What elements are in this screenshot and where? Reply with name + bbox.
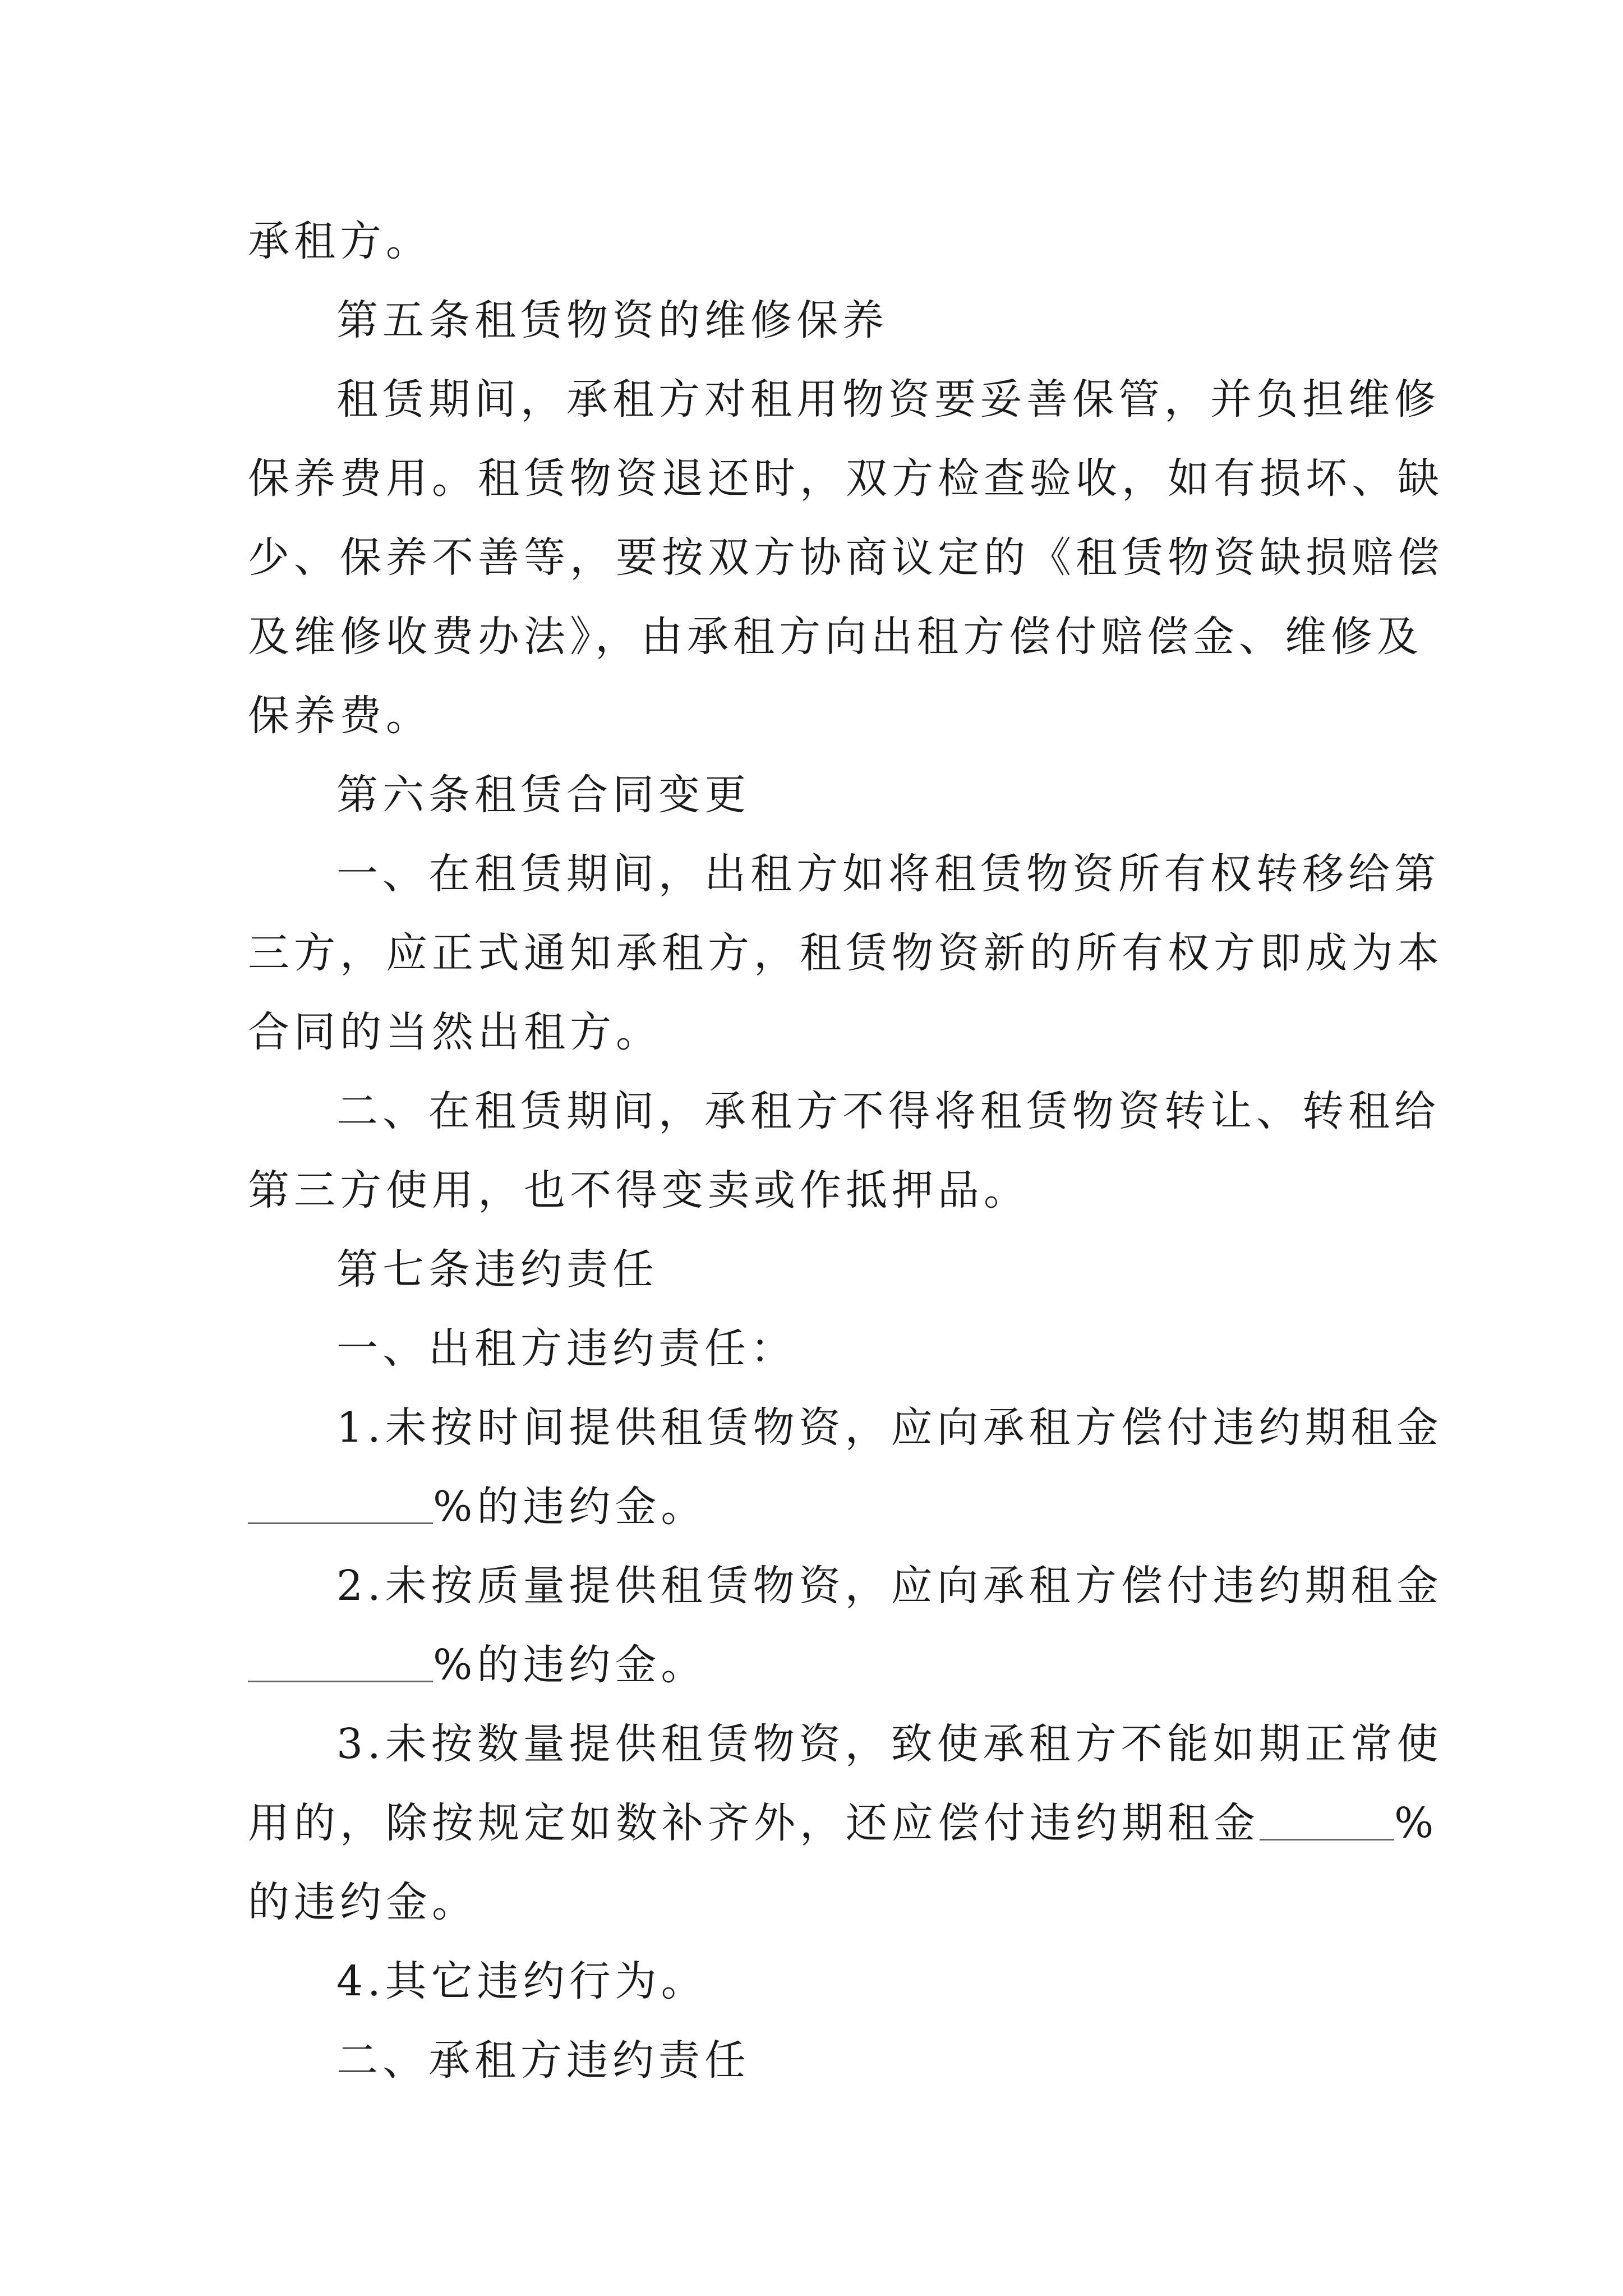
text-line: 2.未按质量提供租赁物资，应向承租方偿付违约期租金 [336, 1562, 1443, 1610]
text-line: 的违约金。 [248, 1878, 478, 1926]
text-line: 三方，应正式通知承租方，租赁物资新的所有权方即成为本 [248, 929, 1444, 977]
section-heading: 第七条违约责任 [336, 1245, 658, 1294]
text-line: 租赁期间，承租方对租用物资要妥善保管，并负担维修 [336, 375, 1440, 424]
fill-in-blank [248, 1646, 433, 1682]
text-line: 3.未按数量提供租赁物资，致使承租方不能如期正常使 [336, 1720, 1443, 1768]
text-line: 合同的当然出租方。 [248, 1008, 662, 1056]
document-body [248, 202, 1444, 2100]
text-line: 二、在租赁期间，承租方不得将租赁物资转让、转租给 [336, 1087, 1440, 1135]
text-line: 4.其它违约行为。 [336, 1957, 707, 2005]
text-line: 一、出租方违约责任： [336, 1324, 796, 1373]
text-line: 1.未按时间提供租赁物资，应向承租方偿付违约期租金 [336, 1404, 1443, 1452]
text-line: 保养费。 [248, 692, 432, 740]
text-line: 及维修收费办法》，由承租方向出租方偿付赔偿金、维修及 [248, 613, 1423, 661]
text-line: 少、保养不善等，要按双方协商议定的《租赁物资缺损赔偿 [248, 533, 1444, 582]
fill-in-blank [1260, 1804, 1394, 1841]
text-line: 第三方使用，也不得变卖或作抵押品。 [248, 1166, 1030, 1214]
text-line: 保养费用。租赁物资退还时，双方检查验收，如有损坏、缺 [248, 454, 1444, 503]
text-line: 一、在租赁期间，出租方如将租赁物资所有权转移给第 [336, 850, 1440, 898]
text-line: 二、承租方违约责任 [336, 2036, 750, 2085]
text-fragment: % [1394, 1799, 1438, 1847]
text-line: 承租方。 [248, 217, 432, 265]
text-fragment: %的违约金。 [433, 1641, 707, 1689]
text-fragment: %的违约金。 [433, 1483, 707, 1531]
text-fragment: 用的，除按规定如数补齐外，还应偿付违约期租金 [248, 1799, 1260, 1847]
text-line-with-blank [248, 1626, 1381, 1705]
text-line-with-blank [248, 1784, 1438, 1863]
fill-in-blank [248, 1488, 433, 1524]
section-heading: 第六条租赁合同变更 [336, 771, 750, 819]
section-heading: 第五条租赁物资的维修保养 [336, 296, 888, 344]
text-line-with-blank [248, 1467, 1381, 1547]
